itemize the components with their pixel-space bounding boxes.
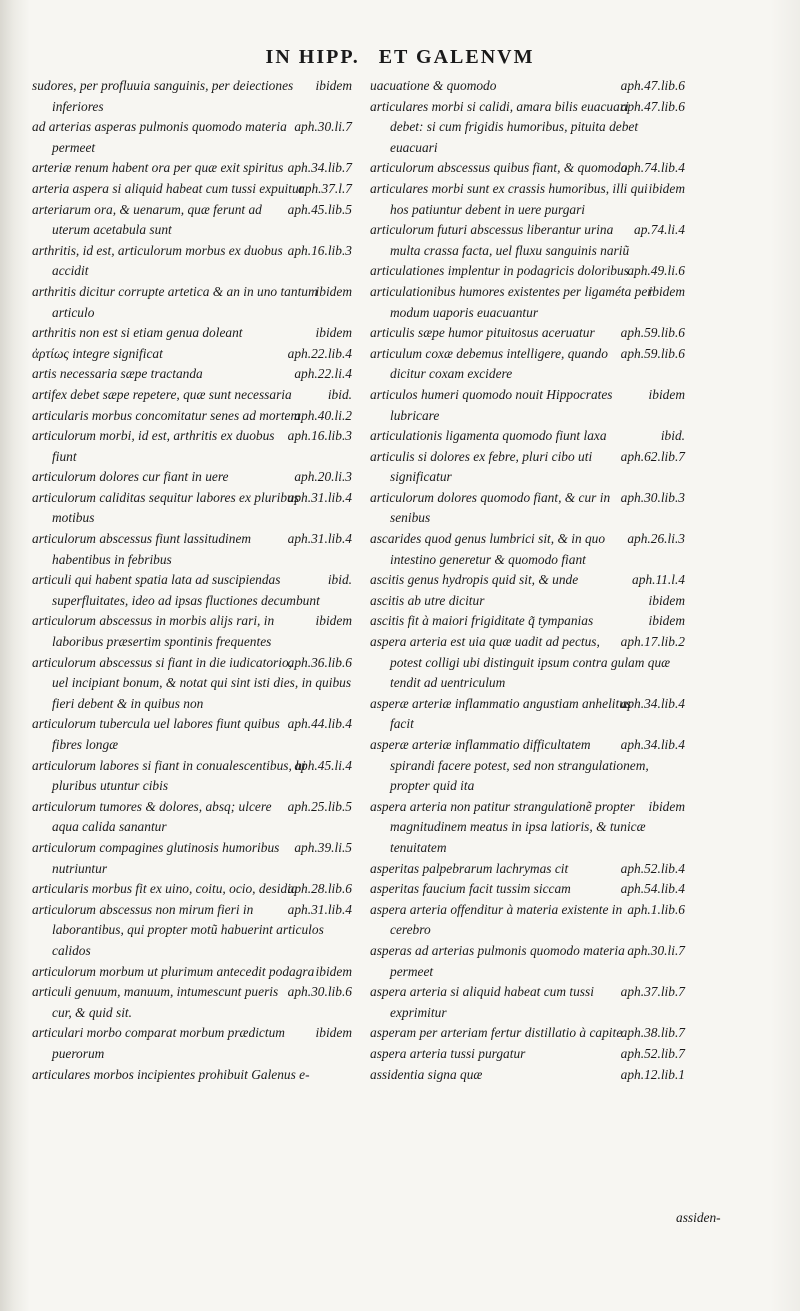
index-entry [370, 694, 685, 735]
index-entry [32, 200, 352, 241]
index-entry-text: asperam per arteriam fertur distillatio à capite [370, 1025, 623, 1041]
index-entry-text: aspera arteria si aliquid habeat cum tussi exprimitur [370, 984, 594, 1020]
index-entry [32, 282, 352, 323]
index-entry-reference: aph.74.lib.4 [620, 160, 685, 176]
index-entry-text: articulorum morbi, id est, arthritis ex duobus fiunt [32, 428, 275, 464]
index-entry-reference: ibid. [660, 428, 685, 444]
index-entry-text: articulorum caliditas sequitur labores ex pluribus motibus [32, 489, 299, 526]
index-entry [32, 385, 352, 406]
index-entry-reference: aph.22.lib.4 [287, 345, 352, 361]
index-entry-reference: ibidem [315, 963, 352, 979]
index-entry-reference: aph.31.lib.4 [287, 531, 352, 547]
index-entry-reference: aph.30.li.7 [294, 119, 352, 135]
index-entry-text: articulationes implentur in podagricis doloribus [370, 263, 629, 279]
index-entry [370, 1023, 685, 1044]
index-entry-text: articuli genuum, manuum, intumescunt pueris cur, & quid sit. [32, 984, 279, 1020]
index-entry [370, 488, 685, 529]
index-entry-reference: aph.39.li.5 [294, 839, 352, 855]
index-entry-reference: aph.1.lib.6 [627, 901, 685, 917]
index-entry [370, 323, 685, 344]
index-entry-text: aspera arteria tussi purgatur [370, 1045, 526, 1061]
index-entry-reference: aph.34.lib.4 [620, 737, 685, 752]
index-entry-text: asperitas faucium facit tussim siccam [370, 881, 571, 897]
index-entry-text: articulari morbo comparat morbum prædictum puerorum [32, 1025, 285, 1061]
index-entry-text: articularis morbus fit ex uino, coitu, ocio, desidia [32, 881, 298, 897]
index-entry [370, 1065, 685, 1086]
index-entry-reference: aph.31.lib.4 [287, 901, 352, 917]
index-entry-text: asperæ arteriæ inflammatio difficultatem spirandi facere potest, sed non strangulationem, propter quid ita [370, 737, 649, 794]
index-entry [370, 447, 685, 488]
index-entry-reference: aph.34.lib.7 [287, 160, 352, 176]
index-entry-reference: ibid. [327, 572, 352, 588]
index-entry [32, 838, 352, 879]
index-entry [32, 1065, 352, 1086]
index-column-right [370, 76, 685, 1085]
index-entry-reference: aph.45.li.4 [294, 757, 352, 773]
index-entry-text: ἀρτίως integre significat [32, 345, 163, 361]
index-entry-text: articulos humeri quomodo nouit Hippocrates lubricare [370, 386, 613, 423]
index-entry-reference: aph.47.lib.6 [620, 78, 685, 93]
index-entry-text: asperas ad arterias pulmonis quomodo materia permeet [370, 942, 625, 979]
index-entry [32, 158, 352, 179]
index-entry-text: artifex debet sæpe repetere, quæ sunt necessaria [32, 386, 292, 402]
index-entry [370, 879, 685, 900]
index-entry-reference: ibidem [648, 386, 685, 402]
index-entry [370, 591, 685, 612]
index-entry [32, 406, 352, 427]
index-entry-text: articulorum morbum ut plurimum antecedit podagra [32, 963, 315, 979]
index-entry-text: articulorum abscessus si fiant in die iudicatorio, uel incipiant bonum, & notat qui sint isti dies, in quibus fieri debent & in quibus non [32, 654, 352, 711]
index-entry-text: articulorum futuri abscessus liberantur urina multa crassa facta, uel fluxu sanguinis nariũ [370, 222, 630, 258]
running-head-left: IN HIPP. [265, 46, 360, 68]
index-entry-text: articulationis ligamenta quomodo fiunt laxa [370, 428, 607, 444]
index-entry-reference: aph.22.li.4 [294, 366, 352, 382]
index-entry-reference: ibidem [315, 283, 352, 299]
index-entry-reference: aph.34.lib.4 [620, 695, 685, 711]
index-entry-text: arthritis, id est, articulorum morbus ex duobus accidit [32, 242, 283, 279]
index-entry-reference: aph.49.li.6 [627, 263, 685, 279]
index-entry [32, 1023, 352, 1064]
index-entry [370, 261, 685, 282]
index-entry-text: articulorum abscessus non mirum fieri in laborantibus, qui propter motũ habuerint articulos calidos [32, 901, 324, 958]
index-entry-text: arteria aspera si aliquid habeat cum tussi expuitur [32, 180, 304, 196]
index-entry-reference: aph.36.lib.6 [287, 654, 352, 670]
index-entry-reference: ibidem [648, 613, 685, 629]
index-entry-text: asperæ arteriæ inflammatio angustiam anhelitus facit [370, 695, 632, 732]
index-entry-reference: aph.30.li.7 [627, 942, 685, 958]
index-entry [32, 714, 352, 755]
index-entry [32, 488, 352, 529]
index-entry-text: articulum coxæ debemus intelligere, quando dicitur coxam excidere [370, 345, 608, 382]
index-entry-text: arteriarum ora, & uenarum, quæ ferunt ad uterum acetabula sunt [32, 201, 262, 238]
index-entry [32, 756, 352, 797]
index-entry-text: articulationibus humores existentes per ligaméta per modum uaporis euacuantur [370, 283, 653, 320]
index-entry [32, 879, 352, 900]
index-entry-reference: aph.12.lib.1 [620, 1066, 685, 1082]
index-entry-reference: aph.44.lib.4 [287, 716, 352, 732]
index-entry-reference: aph.16.lib.3 [287, 242, 352, 258]
index-entry-reference: ibidem [648, 180, 685, 196]
index-entry [32, 570, 352, 611]
index-entry [370, 529, 685, 570]
index-entry [32, 426, 352, 467]
index-entry [32, 344, 352, 365]
index-entry-text: articulorum tumores & dolores, absq; ulcere aqua calida sanantur [32, 798, 272, 835]
index-entry [32, 76, 352, 117]
index-entry-reference: aph.52.lib.4 [620, 860, 685, 876]
index-entry [370, 385, 685, 426]
index-entry-reference: aph.30.lib.3 [620, 489, 685, 505]
index-entry [32, 653, 352, 715]
index-entry-reference: aph.17.lib.2 [620, 634, 685, 650]
index-entry-reference: aph.37.lib.7 [620, 984, 685, 1000]
index-entry [370, 632, 685, 694]
index-entry-reference: aph.20.li.3 [294, 469, 352, 485]
index-entry [32, 467, 352, 488]
index-entry-text: articulorum dolores quomodo fiant, & cur in senibus [370, 489, 611, 526]
index-entry-reference: ibidem [315, 613, 352, 629]
index-entry-reference: ibidem [648, 592, 685, 608]
index-entry-text: asperitas palpebrarum lachrymas cit [370, 860, 569, 876]
index-entry [370, 76, 685, 97]
index-entry-reference: ibidem [315, 325, 352, 341]
index-entry-reference: ibidem [648, 283, 685, 299]
index-entry-reference: aph.31.lib.4 [287, 489, 352, 505]
index-entry-text: articulis sæpe humor pituitosus aceruatur [370, 325, 595, 341]
index-entry [32, 117, 352, 158]
index-entry [370, 941, 685, 982]
index-entry-text: articulares morbi sunt ex crassis humoribus, illi qui hos patiuntur debent in uere purgari [370, 180, 648, 217]
index-entry-text: assidentia signa quæ [370, 1066, 483, 1082]
index-entry [370, 158, 685, 179]
index-entry [32, 323, 352, 344]
index-entry-reference: ibidem [315, 78, 352, 93]
index-entry-reference: aph.54.lib.4 [620, 881, 685, 897]
index-entry-text: ascitis genus hydropis quid sit, & unde [370, 572, 579, 588]
index-entry-text: articularis morbus concomitatur senes ad mortem [32, 407, 301, 423]
index-column-left [32, 76, 352, 1085]
running-head-right: ET GALENVM [378, 46, 535, 68]
index-entry-reference: aph.25.lib.5 [287, 798, 352, 814]
index-entry-reference: aph.26.li.3 [627, 531, 685, 547]
index-entry-text: articulorum tubercula uel labores fiunt quibus fibres longæ [32, 716, 280, 752]
index-entry-reference: ibidem [315, 1025, 352, 1041]
index-entry-text: artis necessaria sæpe tractanda [32, 366, 203, 382]
index-entry [370, 735, 685, 797]
index-entry-reference: aph.28.lib.6 [287, 881, 352, 897]
index-entry [32, 611, 352, 652]
index-entry [370, 982, 685, 1023]
index-entry-reference: aph.16.lib.3 [287, 428, 352, 444]
index-entry-text: articulis si dolores ex febre, pluri cibo uti significatur [370, 448, 593, 485]
index-entry [370, 426, 685, 447]
index-entry [32, 962, 352, 983]
index-entry [32, 364, 352, 385]
index-entry-reference: aph.38.lib.7 [620, 1025, 685, 1041]
index-entry [370, 859, 685, 880]
index-entry [32, 982, 352, 1023]
index-entry-reference: ibidem [648, 798, 685, 814]
index-entry-reference: aph.59.lib.6 [620, 325, 685, 341]
index-entry-text: articulares morbos incipientes prohibuit Galenus e- [32, 1066, 310, 1082]
index-entry-text: articulorum dolores cur fiant in uere [32, 469, 229, 485]
index-entry [370, 570, 685, 591]
index-entry-text: arthritis non est si etiam genua doleant [32, 325, 243, 341]
index-entry [370, 797, 685, 859]
index-entry [32, 241, 352, 282]
index-entry-text: articulares morbi si calidi, amara bilis euacuari debet: si cum frigidis humoribus, pituita debet euacuari [370, 98, 639, 155]
index-entry-text: ascarides quod genus lumbrici sit, & in quo intestino generetur & quomodo fiant [370, 531, 606, 567]
index-entry-reference: ap.74.li.4 [634, 222, 685, 238]
index-entry-reference: aph.47.lib.6 [620, 98, 685, 114]
index-entry-text: articulorum abscessus quibus fiant, & quomodo [370, 160, 628, 176]
index-entry [370, 179, 685, 220]
index-entry [370, 611, 685, 632]
running-head [0, 46, 800, 69]
index-entry [370, 282, 685, 323]
index-entry-text: articulorum labores si fiant in conualescentibus, hi pluribus utuntur cibis [32, 757, 306, 794]
index-entry-reference: ibid. [327, 386, 352, 402]
index-entry-text: articulorum compagines glutinosis humoribus nutriuntur [32, 839, 280, 876]
index-entry-text: uacuatione & quomodo [370, 78, 497, 93]
index-entry [370, 97, 685, 159]
index-entry-text: articulorum abscessus in morbis alijs rari, in laboribus præsertim spontinis frequentes [32, 613, 275, 650]
index-entry [370, 344, 685, 385]
index-entry-text: sudores, per profluuia sanguinis, per deiectiones inferiores [32, 78, 294, 114]
index-entry-reference: aph.11.l.4 [632, 572, 685, 588]
index-entry-reference: aph.62.lib.7 [620, 448, 685, 464]
index-entry [370, 900, 685, 941]
index-entry-text: aspera arteria non patitur strangulationẽ propter magnitudinem meatus in ipsa latioris, & tunicæ tenuitatem [370, 798, 646, 855]
index-entry-text: ascitis fit à maiori frigiditate q̃ tympanias [370, 613, 594, 629]
index-entry [32, 529, 352, 570]
catchword: assiden- [676, 1210, 721, 1225]
index-entry-reference: aph.59.lib.6 [620, 345, 685, 361]
index-entry-reference: aph.40.li.2 [294, 407, 352, 423]
index-entry-reference: aph.37.l.7 [298, 180, 352, 196]
index-entry-text: arteriæ renum habent ora per quæ exit spiritus [32, 160, 284, 176]
index-entry-text: aspera arteria est uia quæ uadit ad pectus, potest colligi ubi distinguit ipsum contra gulam quæ tendit ad uentriculum [370, 634, 671, 691]
index-entry [370, 1044, 685, 1065]
index-entry-text: arthritis dicitur corrupte artetica & an in uno tantum articulo [32, 283, 318, 320]
index-entry-reference: aph.30.lib.6 [287, 984, 352, 1000]
index-entry-text: articuli qui habent spatia lata ad suscipiendas superfluitates, ideo ad ipsas fluctiones decumbunt [32, 572, 320, 608]
index-entry [32, 900, 352, 962]
index-entry-reference: aph.52.lib.7 [620, 1045, 685, 1061]
index-entry [32, 797, 352, 838]
index-entry-text: ad arterias asperas pulmonis quomodo materia permeet [32, 119, 287, 155]
index-entry-text: ascitis ab utre dicitur [370, 592, 485, 608]
index-entry [370, 220, 685, 261]
index-entry-text: articulorum abscessus fiunt lassitudinem habentibus in febribus [32, 531, 252, 567]
index-entry [32, 179, 352, 200]
index-entry-text: aspera arteria offenditur à materia existente in cerebro [370, 901, 623, 938]
index-entry-reference: aph.45.lib.5 [287, 201, 352, 217]
